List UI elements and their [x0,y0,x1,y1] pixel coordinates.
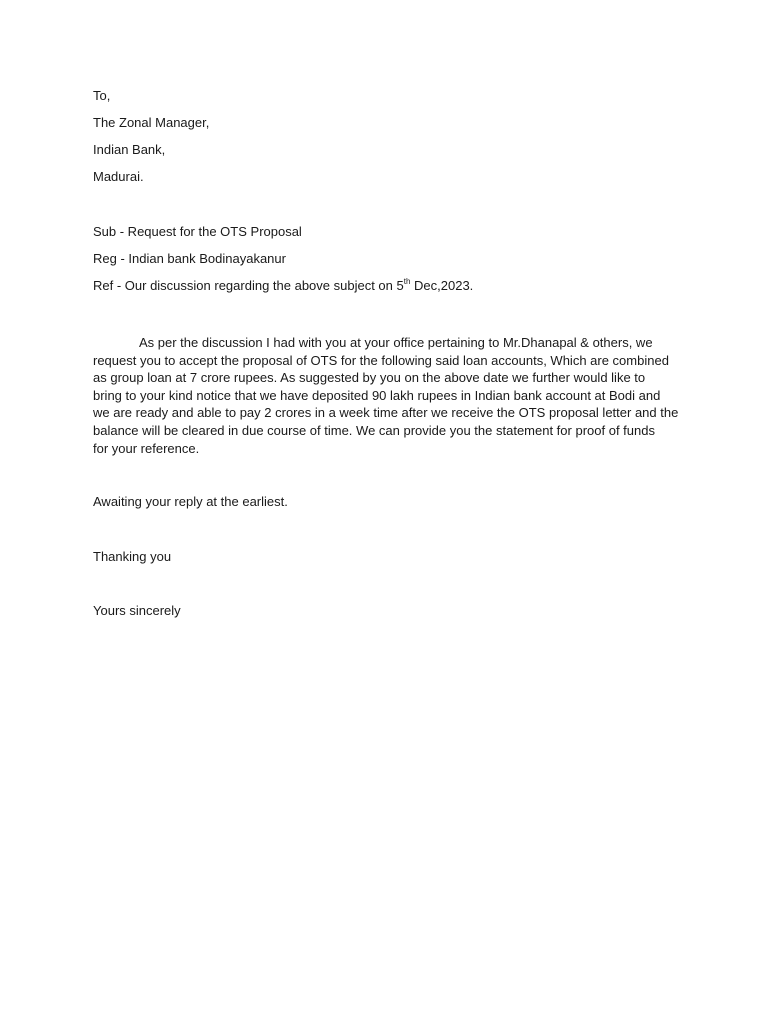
body-line: balance will be cleared in due course of time. We can provide you the statement for proof of funds [93,422,655,438]
recipient-title: The Zonal Manager, [93,115,210,130]
salutation: To, [93,88,111,103]
reference-prefix: Ref - Our discussion regarding the above subject on 5 [93,278,404,293]
body-line: we are ready and able to pay 2 crores in a week time after we receive the OTS proposal letter and the [93,405,679,421]
reference-superscript: th [403,276,411,286]
body-line [93,334,678,352]
closing-request: Awaiting your reply at the earliest. [93,494,288,509]
recipient-city: Madurai. [93,169,144,184]
recipient-organization: Indian Bank, [93,142,166,157]
reference-line [93,278,473,294]
regarding-line: Reg - Indian bank Bodinayakanur [93,251,286,266]
body-line: bring to your kind notice that we have deposited 90 lakh rupees in Indian bank account at Bodi and [93,387,661,403]
thanks-line: Thanking you [93,549,172,564]
body-line: request you to accept the proposal of OTS for the following said loan accounts, Which are combined [93,352,669,368]
body-paragraph [93,334,678,457]
body-line: as group loan at 7 crore rupees. As suggested by you on the above date we further would like to [93,370,646,386]
body-line: for your reference. [93,440,200,456]
subject-line: Sub - Request for the OTS Proposal [93,224,302,239]
reference-suffix: Dec,2023. [410,278,474,293]
body-line-text: As per the discussion I had with you at your office pertaining to Mr.Dhanapal & others, we [139,335,653,350]
sign-off: Yours sincerely [93,603,181,618]
